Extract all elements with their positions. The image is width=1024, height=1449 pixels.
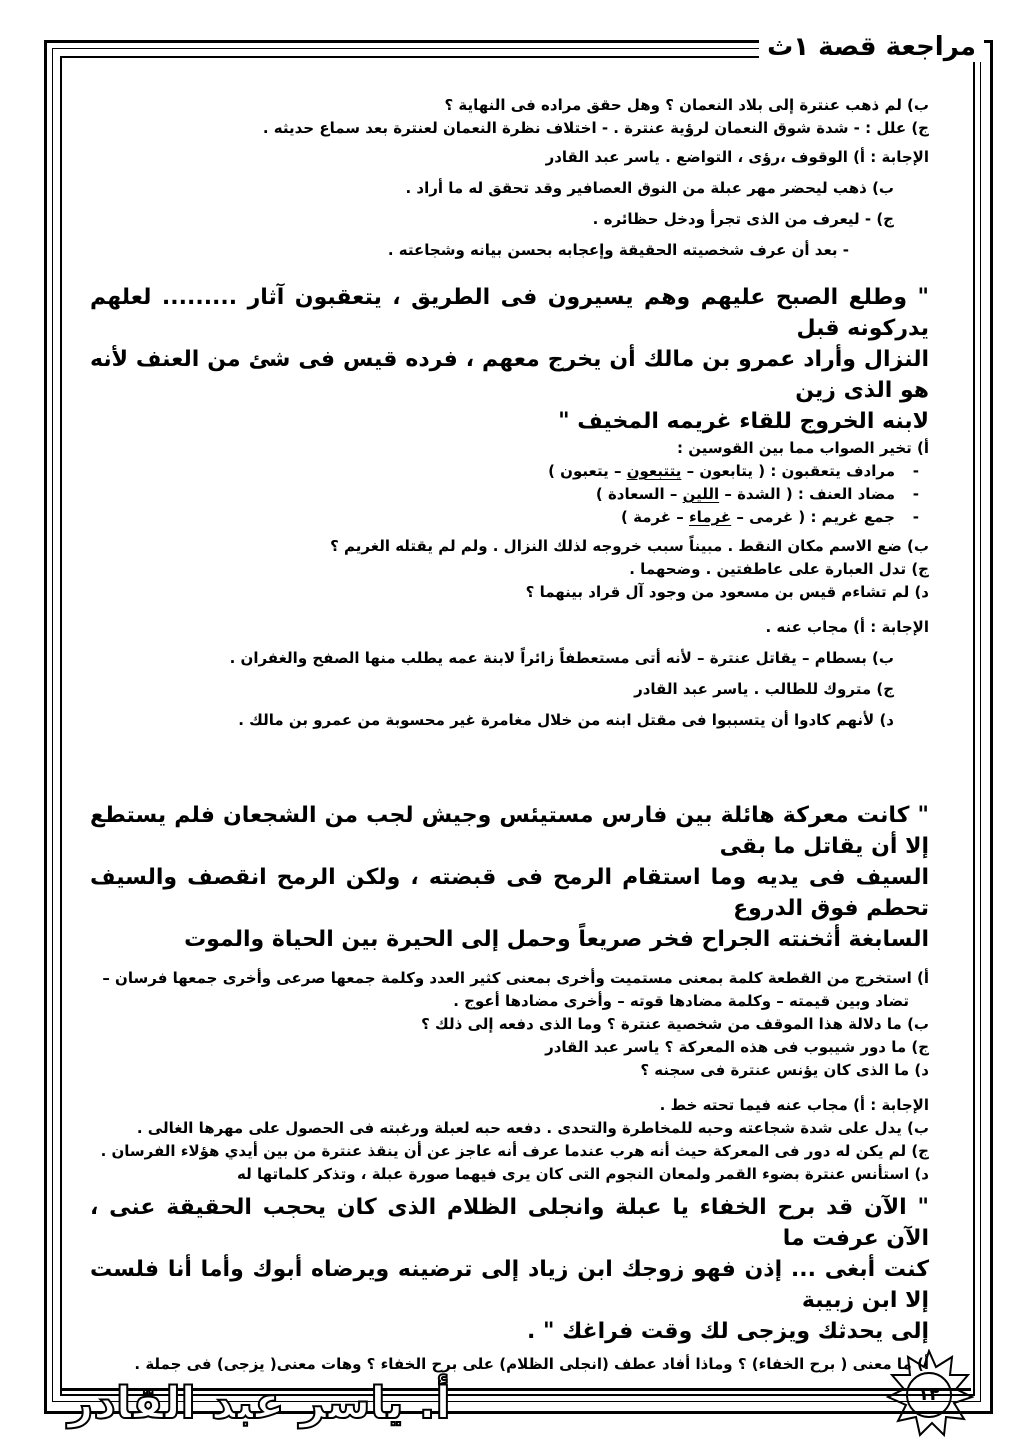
list-item: - جمع غريم : ( غرمى – غرماء – غرمة ) xyxy=(621,508,919,526)
answer-d: د) استأنس عنترة بضوء القمر ولمعان النجوم التى كان يرى فيهما صورة عبلة ، وتذكر كلماتها له xyxy=(237,1165,929,1183)
answer-d: د) لأنهم كادوا أن يتسببوا فى مقتل ابنه من خلال مغامرة غير محسوبة من عمرو بن مالك . xyxy=(238,711,894,729)
answer-b: ب) ذهب ليحضر مهر عبلة من النوق العصافير وقد تحقق له ما أراد . xyxy=(405,179,894,197)
answer-heading: الإجابة : أ) الوقوف ،رؤى ، التواضع . ياسر عبد القادر xyxy=(545,148,929,166)
list-item: - مرادف يتعقبون : ( يتابعون – يتتبعون – يتعبون ) xyxy=(548,462,919,480)
answer-c-second: - بعد أن عرف شخصيته الحقيقة وإعجابه بحسن بيانه وشجاعته . xyxy=(387,241,849,259)
question-a-continued: تضاد وبين قيمته – وكلمة مضادها قوته – وأخرى مضادها أعوج . xyxy=(453,992,909,1010)
passage-line: " وطلع الصبح عليهم وهم يسيرون فى الطريق ، يتعقبون آثار ......... لعلهم يدركونه قبل xyxy=(90,285,929,341)
passage-line: السيف فى يديه وما استقام الرمح فى قبضته ، ولكن الرمح انقصف والسيف تحطم فوق الدروع xyxy=(90,865,929,921)
question-a: أ) استخرج من القطعة كلمة بمعنى مستميت وأخرى بمعنى كثير العدد وكلمة جمعها صرعى وأخرى جمعها فرسان – xyxy=(102,969,929,987)
answer-c: ج) متروك للطالب . ياسر عبد القادر xyxy=(634,680,894,698)
question-a: أ) تخير الصواب مما بين القوسين : xyxy=(677,439,929,457)
answer-b: ب) يدل على شدة شجاعته وحبه للمخاطرة والتحدى . دفعه حبه لعبلة ورغبته فى الحصول على مهرها الغالى . xyxy=(136,1119,929,1137)
question-b: ب) لم ذهب عنترة إلى بلاد النعمان ؟ وهل حقق مراده فى النهاية ؟ xyxy=(444,96,929,114)
question-c: ج) ما دور شيبوب فى هذه المعركة ؟ ياسر عبد القادر xyxy=(545,1038,929,1056)
underlined-answer: غرماء xyxy=(689,508,732,526)
passage-line: " الآن قد برح الخفاء يا عبلة وانجلى الظلام الذى كان يحجب الحقيقة عنى ، الآن عرفت ما xyxy=(90,1195,929,1251)
answer-c: ج) - ليعرف من الذى تجرأ ودخل حظائره . xyxy=(592,210,894,228)
page-number: ١٢ xyxy=(918,1383,940,1405)
answer-c: ج) لم يكن له دور فى المعركة حيث أنه هرب عندما عرف أنه عاجز عن أن ينقذ عنترة من بين أيدي هؤلاء الفرسان . xyxy=(100,1142,929,1160)
page-title: مراجعة قصة ١ث xyxy=(759,32,984,62)
question-c: ج) تدل العبارة على عاطفتين . وضحهما . xyxy=(629,560,929,578)
answer-heading: الإجابة : أ) مجاب عنه . xyxy=(765,618,929,636)
question-b: ب) ضع الاسم مكان النقط . مبيناً سبب خروجه لذلك النزال . ولم لم يقتله الغريم ؟ xyxy=(330,537,929,555)
answer-heading: الإجابة : أ) مجاب عنه فيما تحته خط . xyxy=(659,1096,929,1114)
question-d: د) لم تشاءم قيس بن مسعود من وجود آل قراد بينهما ؟ xyxy=(525,583,929,601)
underlined-answer: يتتبعون xyxy=(626,462,682,480)
question-d: د) ما الذى كان يؤنس عنترة فى سجنه ؟ xyxy=(640,1061,929,1079)
passage-line: السابغة أثخنته الجراح فخر صريعاً وحمل إلى الحيرة بين الحياة والموت xyxy=(184,927,929,952)
question-a: أ) ما معنى ( برح الخفاء) ؟ وماذا أفاد عطف (انجلى الظلام) على برح الخفاء ؟ وهات معنى( يزجى) فى جملة . xyxy=(134,1355,929,1373)
passage-line: " كانت معركة هائلة بين فارس مستيئس وجيش لجب من الشجعان فلم يستطع إلا أن يقاتل ما بقى xyxy=(90,803,929,859)
author-signature: أ. ياسر عبد القادر xyxy=(68,1378,451,1429)
underlined-answer: اللين xyxy=(682,485,720,503)
passage-line: كنت أبغى ... إذن فهو زوجك ابن زياد إلى ترضينه ويرضاه أبوك وأما أنا فلست إلا ابن زبيبة xyxy=(90,1257,929,1313)
answer-b: ب) بسطام – يقاتل عنترة – لأنه أتى مستعطفاً زائراً لابنة عمه يطلب منها الصفح والغفران . xyxy=(229,649,894,667)
list-item: - مضاد العنف : ( الشدة – اللين – السعادة ) xyxy=(595,485,919,503)
passage-line: لابنه الخروج للقاء غريمه المخيف " xyxy=(558,409,929,434)
passage-line: إلى يحدثك ويزجى لك وقت فراغك " . xyxy=(526,1319,929,1344)
question-b: ب) ما دلالة هذا الموقف من شخصية عنترة ؟ وما الذى دفعه إلى ذلك ؟ xyxy=(421,1015,929,1033)
document-body xyxy=(90,94,929,1373)
passage-line: النزال وأراد عمرو بن مالك أن يخرج معهم ، فرده قيس فى شئ من العنف لأنه هو الذى زين xyxy=(90,347,929,403)
question-c: ج) علل : - شدة شوق النعمان لرؤية عنترة . - اختلاف نظرة النعمان لعنترة بعد سماع حديثه . xyxy=(262,119,929,137)
